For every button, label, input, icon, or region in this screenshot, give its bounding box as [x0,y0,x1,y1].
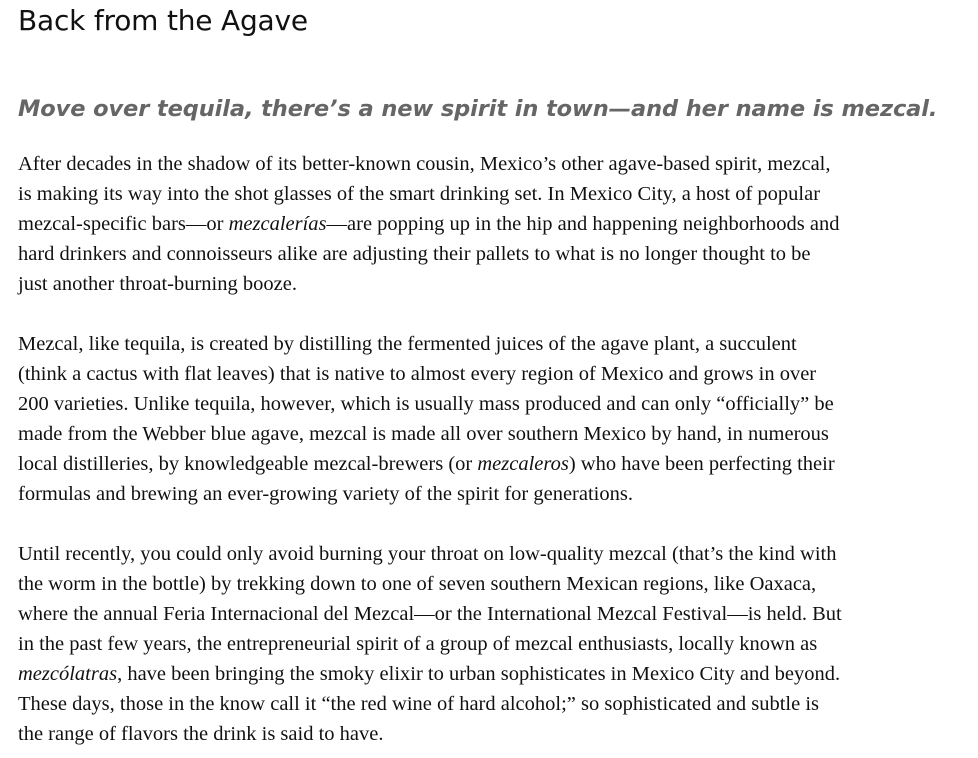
text-run: ) who have been perfecting their [568,453,835,475]
paragraph-line: These days, those in the know call it “the red wine of hard alcohol;” so sophisticated and subtle is [18,693,820,715]
paragraph-line: Until recently, you could only avoid burning your throat on low-quality mezcal (that’s the kind with [18,543,837,565]
paragraph-line: the range of flavors the drink is said to have. [18,723,384,745]
text-run: local distilleries, by knowledgeable mezcal-brewers (or [18,453,478,475]
italic-term: mezcaleros [477,453,569,475]
paragraph-line: formulas and brewing an ever-growing variety of the spirit for generations. [18,483,633,505]
italic-term: mezcalerías [228,213,327,235]
paragraph-line: the worm in the bottle) by trekking down to one of seven southern Mexican regions, like Oaxaca, [18,573,817,595]
text-run: —are popping up in the hip and happening neighborhoods and [326,213,840,235]
italic-term: mezcólatras [18,663,118,685]
paragraph-line: 200 varieties. Unlike tequila, however, which is usually mass produced and can only “officially” be [18,393,834,415]
paragraph-line [18,659,963,689]
paragraph-line: Mezcal, like tequila, is created by distilling the fermented juices of the agave plant, a succulent [18,333,797,355]
article-title: Back from the Agave [18,4,308,37]
paragraph-3 [18,539,963,749]
paragraph-line [18,449,963,479]
paragraph-2 [18,329,963,509]
text-run: , have been bringing the smoky elixir to urban sophisticates in Mexico City and beyond. [117,663,841,685]
paragraph-line: in the past few years, the entrepreneurial spirit of a group of mezcal enthusiasts, locally known as [18,633,818,655]
paragraph-line: made from the Webber blue agave, mezcal is made all over southern Mexico by hand, in numerous [18,423,829,445]
paragraph-1 [18,149,963,299]
paragraph-line: After decades in the shadow of its better-known cousin, Mexico’s other agave-based spirit, mezcal, [18,153,831,175]
paragraph-line: hard drinkers and connoisseurs alike are adjusting their pallets to what is no longer thought to be [18,243,811,265]
paragraph-line: where the annual Feria Internacional del Mezcal—or the International Mezcal Festival—is held. But [18,603,842,625]
paragraph-line: just another throat-burning booze. [18,273,297,295]
article-subtitle: Move over tequila, there’s a new spirit in town—and her name is mezcal. [18,96,938,122]
paragraph-line [18,209,963,239]
paragraph-line: is making its way into the shot glasses of the smart drinking set. In Mexico City, a host of popular [18,183,821,205]
text-run: mezcal-specific bars—or [18,213,229,235]
paragraph-line: (think a cactus with flat leaves) that is native to almost every region of Mexico and grows in over [18,363,817,385]
